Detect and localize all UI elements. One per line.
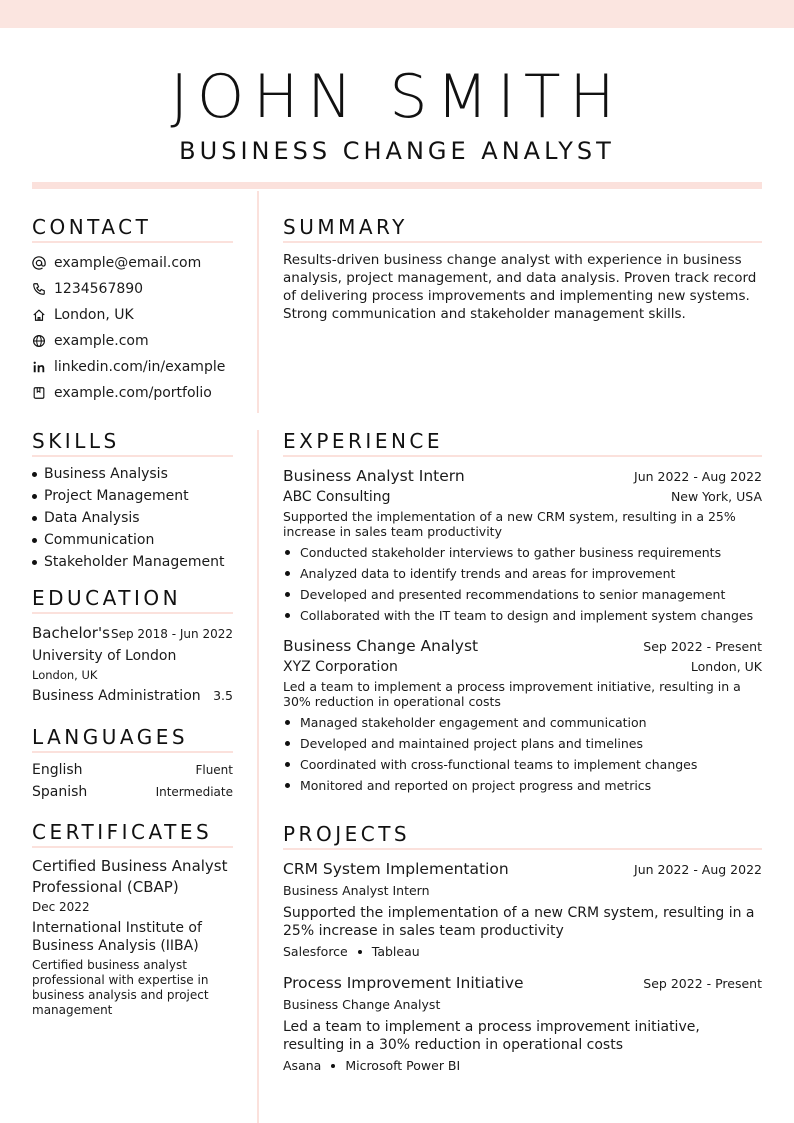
education-title: EDUCATION [32,585,233,614]
contact-phone-text: 1234567890 [54,281,144,297]
job-title: Business Change Analyst [283,637,479,655]
bullet-icon [285,762,290,767]
contact-portfolio-text: example.com/portfolio [54,385,212,401]
project-role: Business Change Analyst [283,997,441,1012]
list-item: Business Analysis [32,463,233,485]
bullet-icon [285,550,290,555]
languages-title: LANGUAGES [32,724,233,753]
job-location: New York, USA [670,489,762,504]
separator-dot-icon [358,950,362,954]
home-icon [32,307,54,323]
project-title: CRM System Implementation [283,860,509,878]
certificate-description: Certified business analyst professional with expertise in business analysis and project management [32,958,209,1017]
certificates-section [32,819,233,1018]
certificate-date: Dec 2022 [32,900,90,914]
project-tools [283,1058,762,1073]
projects-title: PROJECTS [283,821,762,850]
certificate-name: Certified Business Analyst Professional (CBAP) [32,857,228,896]
project-tool: Tableau [371,944,420,959]
list-item: Developed and presented recommendations to senior management [283,584,762,605]
list-item: Conducted stakeholder interviews to gather business requirements [283,542,762,563]
skills-list [32,463,233,573]
project-tool: Asana [283,1058,322,1073]
job-bullets [283,542,762,626]
list-item: Analyzed data to identify trends and areas for improvement [283,563,762,584]
column-divider-bottom [257,430,259,1123]
education-school: University of London [32,648,177,664]
contact-location-text: London, UK [54,307,134,323]
project-tool: Salesforce [283,944,348,959]
list-item [32,762,233,784]
job-summary: Led a team to implement a process improvement initiative, resulting in a 30% reduction in operational costs [283,679,741,709]
job-company: XYZ Corporation [283,659,398,675]
bullet-icon [32,538,37,543]
list-item: Developed and maintained project plans and timelines [283,733,762,754]
contact-linkedin[interactable] [32,354,233,380]
list-item: Coordinated with cross-functional teams to implement changes [283,754,762,775]
languages-list [32,762,233,806]
education-field: Business Administration [32,688,201,704]
skills-title: SKILLS [32,428,233,457]
header-divider [32,182,762,189]
bullet-icon [285,592,290,597]
contact-email[interactable] [32,250,233,276]
skills-section [32,428,233,573]
contact-phone[interactable] [32,276,233,302]
list-item [32,784,233,806]
contact-website[interactable] [32,328,233,354]
column-divider-top [257,191,259,413]
project-description: Supported the implementation of a new CRM system, resulting in a 25% increase in sales team productivity [283,905,755,939]
bullet-icon [32,494,37,499]
language-level: Intermediate [155,785,233,799]
contact-portfolio[interactable] [32,380,233,406]
project-dates: Jun 2022 - Aug 2022 [634,862,762,877]
bullet-icon [32,560,37,565]
candidate-name: JOHN SMITH [170,62,624,132]
list-item: Monitored and reported on project progress and metrics [283,775,762,796]
project-title: Process Improvement Initiative [283,974,524,992]
education-location: London, UK [32,668,98,682]
project-title-row [283,860,762,878]
globe-icon [32,333,54,349]
list-item: Collaborated with the IT team to design and implement system changes [283,605,762,626]
experience-entry [283,637,762,796]
project-entry [283,974,762,1073]
portfolio-icon [32,385,54,401]
job-summary: Supported the implementation of a new CRM system, resulting in a 25% increase in sales team productivity [283,509,736,539]
candidate-role: BUSINESS CHANGE ANALYST [179,137,615,165]
language-name: Spanish [32,784,88,800]
job-company: ABC Consulting [283,489,391,505]
job-dates: Sep 2022 - Present [643,639,762,654]
bullet-icon [285,741,290,746]
experience-section [283,428,762,796]
job-dates: Jun 2022 - Aug 2022 [634,469,762,484]
summary-section [283,214,762,323]
project-tools [283,944,762,959]
separator-dot-icon [331,1064,335,1068]
experience-company-row [283,659,762,675]
contact-title: CONTACT [32,214,233,243]
experience-entry [283,467,762,626]
linkedin-icon [32,359,54,375]
experience-title-row [283,637,762,655]
bullet-icon [285,571,290,576]
contact-section [32,214,233,406]
list-item: Communication [32,529,233,551]
project-role: Business Analyst Intern [283,883,430,898]
list-item: Project Management [32,485,233,507]
project-tool: Microsoft Power BI [345,1058,461,1073]
education-gpa: 3.5 [213,688,233,703]
certificate-org: International Institute of Business Analysis (IIBA) [32,920,202,954]
contact-list [32,250,233,406]
languages-section [32,724,233,806]
project-dates: Sep 2022 - Present [643,976,762,991]
projects-section [283,821,762,1073]
contact-website-text: example.com [54,333,149,349]
education-degree: Bachelor's [32,624,110,642]
job-bullets [283,712,762,796]
top-accent-band [0,0,794,28]
job-location: London, UK [690,659,762,674]
language-name: English [32,762,83,778]
experience-company-row [283,489,762,505]
at-icon [32,255,54,271]
bullet-icon [32,472,37,477]
experience-title-row [283,467,762,485]
summary-title: SUMMARY [283,214,762,243]
experience-title: EXPERIENCE [283,428,762,457]
list-item: Managed stakeholder engagement and communication [283,712,762,733]
project-description: Led a team to implement a process improvement initiative, resulting in a 30% reduction in operational costs [283,1019,700,1053]
education-field-row [32,688,233,704]
bullet-icon [285,613,290,618]
language-level: Fluent [195,763,233,777]
list-item: Stakeholder Management [32,551,233,573]
contact-location [32,302,233,328]
education-section [32,585,233,704]
certificates-title: CERTIFICATES [32,819,233,848]
education-degree-row [32,624,233,642]
summary-text: Results-driven business change analyst with experience in business analysis, project management, and data analysis. Proven track record of delivering process improvements and implementing new systems. Strong communication and stakeholder management skills. [283,252,757,322]
contact-linkedin-text: linkedin.com/in/example [54,359,226,375]
list-item: Data Analysis [32,507,233,529]
contact-email-text: example@email.com [54,255,202,271]
job-title: Business Analyst Intern [283,467,465,485]
education-dates: Sep 2018 - Jun 2022 [110,627,233,641]
phone-icon [32,281,54,297]
bullet-icon [285,783,290,788]
project-title-row [283,974,762,992]
project-entry [283,860,762,959]
bullet-icon [32,516,37,521]
bullet-icon [285,720,290,725]
